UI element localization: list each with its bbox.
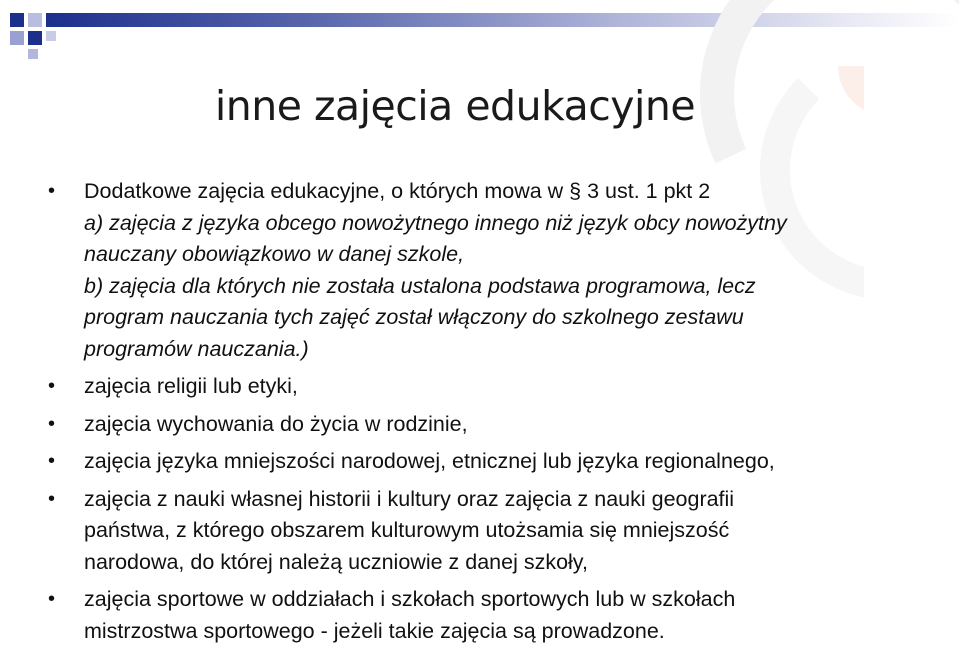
list-item bbox=[48, 446, 848, 478]
bullet-icon: • bbox=[48, 180, 56, 202]
list-item-line: zajęcia języka mniejszości narodowej, etnicznej lub języka regionalnego, bbox=[84, 449, 775, 473]
list-item-line: b) zajęcia dla których nie została ustalona podstawa programowa, lecz bbox=[84, 273, 756, 298]
bullet-icon: • bbox=[48, 450, 56, 472]
list-item-line: programów nauczania.) bbox=[84, 336, 309, 361]
corner-square-5 bbox=[46, 31, 56, 41]
corner-square-1 bbox=[10, 13, 24, 27]
bullet-icon: • bbox=[48, 487, 56, 510]
corner-square-4 bbox=[10, 31, 24, 45]
list-item-line: państwa, z którego obszarem kulturowym utożsamia się mniejszość bbox=[84, 518, 730, 542]
corner-square-6 bbox=[28, 49, 38, 59]
list-item-line: zajęcia wychowania do życia w rodzinie, bbox=[84, 411, 468, 436]
list-item bbox=[48, 176, 848, 365]
bullet-icon: • bbox=[48, 588, 56, 610]
list-item-line: zajęcia z nauki własnej historii i kultury oraz zajęcia z nauki geografii bbox=[84, 486, 735, 511]
list-item bbox=[48, 484, 848, 579]
right-margin-cover bbox=[864, 60, 959, 660]
corner-square-3 bbox=[28, 31, 42, 45]
list-item bbox=[48, 409, 848, 441]
list-item bbox=[48, 371, 848, 403]
list-item-line: zajęcia religii lub etyki, bbox=[84, 374, 298, 398]
bullet-icon: • bbox=[48, 412, 56, 435]
list-item-line: Dodatkowe zajęcia edukacyjne, o których mowa w § 3 ust. 1 pkt 2 bbox=[84, 179, 711, 203]
slide-title: inne zajęcia edukacyjne bbox=[214, 82, 696, 130]
list-item-line: nauczany obowiązkowo w danej szkole, bbox=[84, 242, 465, 266]
list-item-line: mistrzostwa sportowego - jeżeli takie zajęcia są prowadzone. bbox=[84, 618, 665, 643]
list-item-line: narodowa, do której należą uczniowie z danej szkoły, bbox=[84, 549, 588, 574]
list-item-line: a) zajęcia z języka obcego nowożytnego innego niż język obcy nowożytny bbox=[84, 210, 787, 235]
list-item-line: zajęcia sportowe w oddziałach i szkołach sportowych lub w szkołach bbox=[84, 587, 736, 611]
list-item-line: program nauczania tych zajęć został włączony do szkolnego zestawu bbox=[84, 305, 744, 329]
bullet-icon: • bbox=[48, 375, 56, 397]
corner-square-2 bbox=[28, 13, 42, 27]
list-item bbox=[48, 584, 848, 647]
bullet-list bbox=[48, 176, 848, 653]
